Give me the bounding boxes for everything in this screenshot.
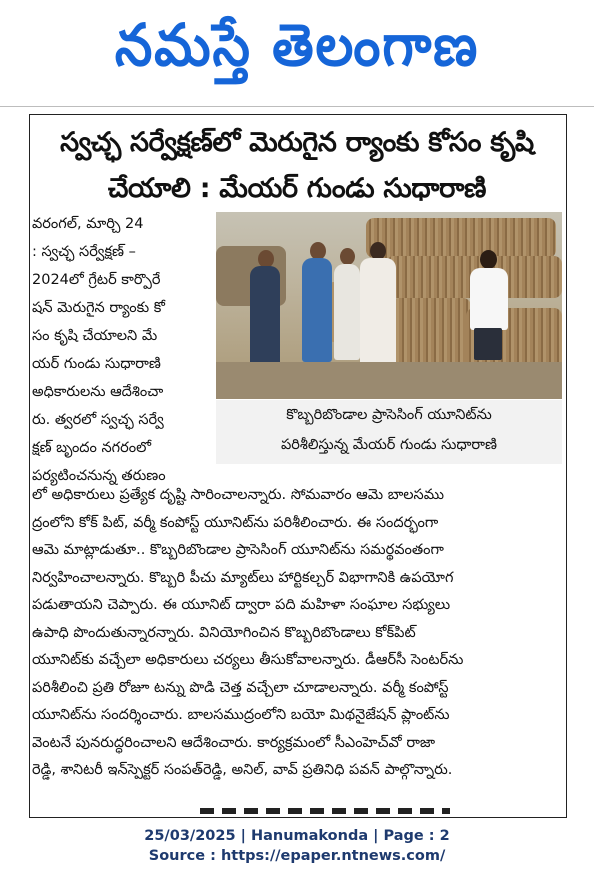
text-line: రు. త్వరలో స్వచ్ఛ సర్వే <box>32 412 164 428</box>
caption-line-2: పరిశీలిస్తున్న మేయర్ గుండు సుధారాణి <box>280 437 497 453</box>
text-line: యర్ గుండు సుధారాణి <box>32 356 161 372</box>
text-line: షన్ మెరుగైన ర్యాంకు కో <box>32 300 165 316</box>
page-footer <box>0 826 594 866</box>
cropped-next-headline <box>200 808 450 814</box>
text-line: పరిశీలించి ప్రతి రోజూ టన్ను పొడి చెత్త వచ్చేలా చూడాలన్నారు. వర్మీ కంపోస్ట్ <box>32 679 449 696</box>
coir-bale <box>366 218 556 258</box>
text-line: అధికారులను ఆదేశించా <box>32 384 164 400</box>
person <box>334 264 360 360</box>
text-line: యూనిట్‌కు వచ్చేలా అధికారులు చర్యలు తీసుకోవాలన్నారు. డీఆర్‌సీ సెంటర్‌ను <box>32 652 464 668</box>
headline-line-2: చేయాలి : మేయర్ గుండు సుధారాణి <box>107 173 487 204</box>
footer-source: Source : https://epaper.ntnews.com/ <box>148 848 446 864</box>
text-line: పడుతాయని చెప్పారు. ఈ యూనిట్ ద్వారా పది మహిళా సంఘాల సభ్యులు <box>32 597 451 613</box>
text-line: లో అధికారులు ప్రత్యేక దృష్టి సారించాలన్నారు. సోమవారం ఆమె బాలసము <box>32 487 445 503</box>
article-body <box>32 482 560 785</box>
person <box>360 258 396 370</box>
person <box>302 258 332 362</box>
text-line: ద్రంలోని కోక్ పిట్, వర్మీ కంపోస్ట్ యూనిట్‌ను పరిశీలించారు. ఈ సందర్భంగా <box>32 514 439 531</box>
text-line: : స్వచ్ఛ సర్వేక్షణ్ – <box>32 244 136 260</box>
masthead-title: నమస్తే తెలంగాణ <box>114 11 480 79</box>
footer-date-edition: 25/03/2025 | Hanumakonda | Page : 2 <box>144 828 450 844</box>
text-line: ఆమె మాట్లాడుతూ.. కొబ్బరిబొండాల ప్రాసెసింగ్ యూనిట్‌ను సమర్థవంతంగా <box>32 542 444 558</box>
newspaper-masthead <box>0 0 594 104</box>
ground <box>216 362 562 399</box>
text-line: పర్యటించనున్న తరుణం <box>32 468 166 484</box>
person <box>470 268 508 330</box>
article-headline <box>32 120 562 212</box>
text-line: ఉపాధి పొందుతున్నారన్నారు. వినియోగించిన కొబ్బరిబొండాలు కోక్‌పిట్ <box>32 624 416 641</box>
text-line: రెడ్డి, శానిటరీ ఇన్‌స్పెక్టర్ సంపత్‌రెడ్డి, అనిల్, వావ్ ప్రతినిధి పవన్ పాల్గొన్నారు. <box>32 762 453 778</box>
headline-line-1: స్వచ్ఛ సర్వేక్షణ్‌లో మెరుగైన ర్యాంకు కోసం కృషి <box>60 127 534 158</box>
text-line: 2024లో గ్రేటర్ కార్పొరే <box>32 272 161 288</box>
text-line: నిర్వహించాలన్నారు. కొబ్బరి పీచు మ్యాట్‌లు హార్టికల్చర్ విభాగానికి ఉపయోగ <box>32 569 454 586</box>
person-legs <box>474 328 502 360</box>
article-photo <box>216 212 562 399</box>
caption-line-1: కొబ్బరిబొండాల ప్రాసెసింగ్ యూనిట్‌ను <box>286 407 492 423</box>
masthead-divider <box>0 106 594 107</box>
person-head <box>480 250 497 269</box>
photo-caption <box>216 400 562 464</box>
person <box>250 266 280 366</box>
text-line: యూనిట్‌ను సందర్శించారు. బాలసముద్రంలోని బయో మిథనైజేషన్ ప్లాంట్‌ను <box>32 707 450 723</box>
text-line: క్షణ్ బృందం నగరంలో <box>32 440 151 456</box>
person-head <box>340 248 355 265</box>
text-line: వెంటనే పునరుద్ధరించాలని ఆదేశించారు. కార్యక్రమంలో సీఎంహెచ్‌వో రాజా <box>32 734 436 751</box>
left-column-text <box>32 210 210 490</box>
text-line: సం కృషి చేయాలని మే <box>32 328 158 344</box>
text-line: వరంగల్, మార్చి 24 <box>32 216 144 232</box>
